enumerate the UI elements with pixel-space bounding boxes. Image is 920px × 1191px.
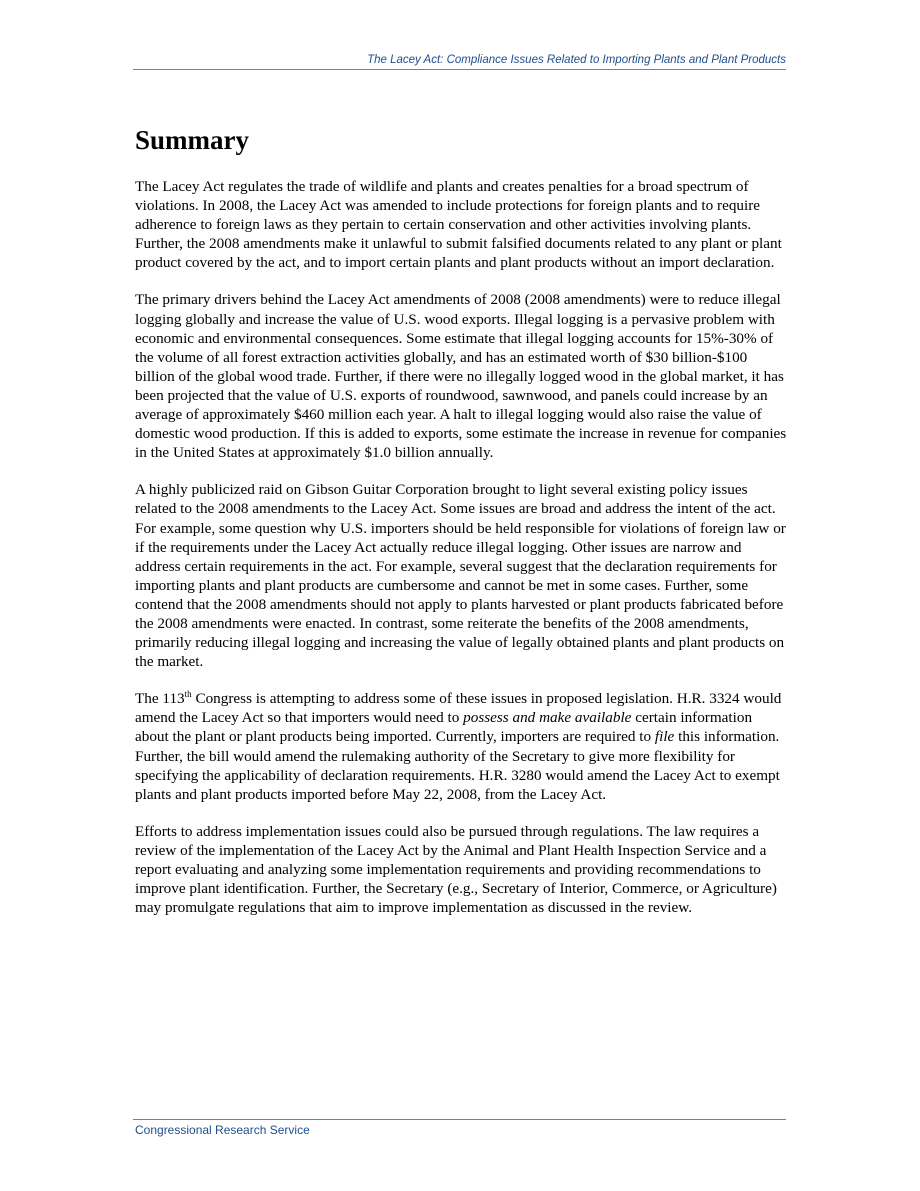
p4-text-1: The 113 [135,690,185,708]
paragraph-3: A highly publicized raid on Gibson Guitar Corporation brought to light several existing policy issues related to the 2008 amendments to the Lacey Act. Some issues are broad and address the intent of the act. For example, some question why U.S. importers should be held responsible for violations of foreign law or if the requirements under the Lacey Act actually reduce illegal logging. Other issues are narrow and address certain requirements in the act. For example, several suggest that the declaration requirements for importing plants and plant products are cumbersome and cannot be met in some cases. Further, some contend that the 2008 amendments should not apply to plants harvested or plant products fabricated before the 2008 amendments were enacted. In contrast, some reiterate the benefits of the 2008 amendments, primarily reducing illegal logging and increasing the value of legally obtained plants and plant products on the market. [135,481,786,671]
p4-emphasis-1: possess and make available [463,709,632,727]
p4-text-2: Congress is attempting to address some of these issues in proposed legislation. H.R. 3324 would amend the Lacey Act so that importers would need to [135,690,782,727]
p4-text-4: this information. Further, the bill would amend the rulemaking authority of the Secretary to give more flexibility for specifying the applicability of declaration requirements. H.R. 3280 would amend the Lacey Act to exempt plants and plant products imported before May 22, 2008, from the Lacey Act. [135,728,780,803]
p4-emphasis-2: file [654,728,675,746]
paragraph-1: The Lacey Act regulates the trade of wildlife and plants and creates penalties for a broad spectrum of violations. In 2008, the Lacey Act was amended to include protections for foreign plants and to require adherence to foreign laws as they pertain to certain conservation and other activities involving plants. Further, the 2008 amendments make it unlawful to submit falsified documents related to any plant or plant product covered by the act, and to import certain plants and plant products without an import declaration. [135,178,782,272]
footer-organization: Congressional Research Service [135,1123,310,1137]
running-header: The Lacey Act: Compliance Issues Related to Importing Plants and Plant Products [367,54,786,66]
ordinal-superscript: th [184,689,192,700]
paragraph-5: Efforts to address implementation issues could also be pursued through regulations. The law requires a review of the implementation of the Lacey Act by the Animal and Plant Health Inspection Service and a report evaluating and analyzing some implementation requirements and providing recommendations to improve plant identification. Further, the Secretary (e.g., Secretary of Interior, Commerce, or Agriculture) may promulgate regulations that aim to improve implementation as discussed in the review. [135,822,777,917]
paragraph-2: The primary drivers behind the Lacey Act amendments of 2008 (2008 amendments) were to reduce illegal logging globally and increase the value of U.S. wood exports. Illegal logging is a pervasive problem with economic and environmental consequences. Some estimate that illegal logging accounts for 15%-30% of the volume of all forest extraction activities globally, and has an estimated worth of $30 billion-$100 billion of the global wood trade. Further, if there were no illegally logged wood in the global market, it has been projected that the value of U.S. exports of roundwood, sawnwood, and panels could increase by an average of approximately $460 million each year. A halt to illegal logging would also raise the value of domestic wood production. If this is added to exports, some estimate the increase in revenue for companies in the United States at approximately $1.0 billion annually. [135,291,787,462]
section-heading: Summary [135,125,249,155]
header-rule [133,69,786,70]
paragraph-4 [135,689,787,804]
p4-text-3: certain information about the plant or plant products being imported. Currently, importers are required to [135,709,753,746]
footer-rule [133,1119,786,1120]
summary-body [135,177,787,935]
